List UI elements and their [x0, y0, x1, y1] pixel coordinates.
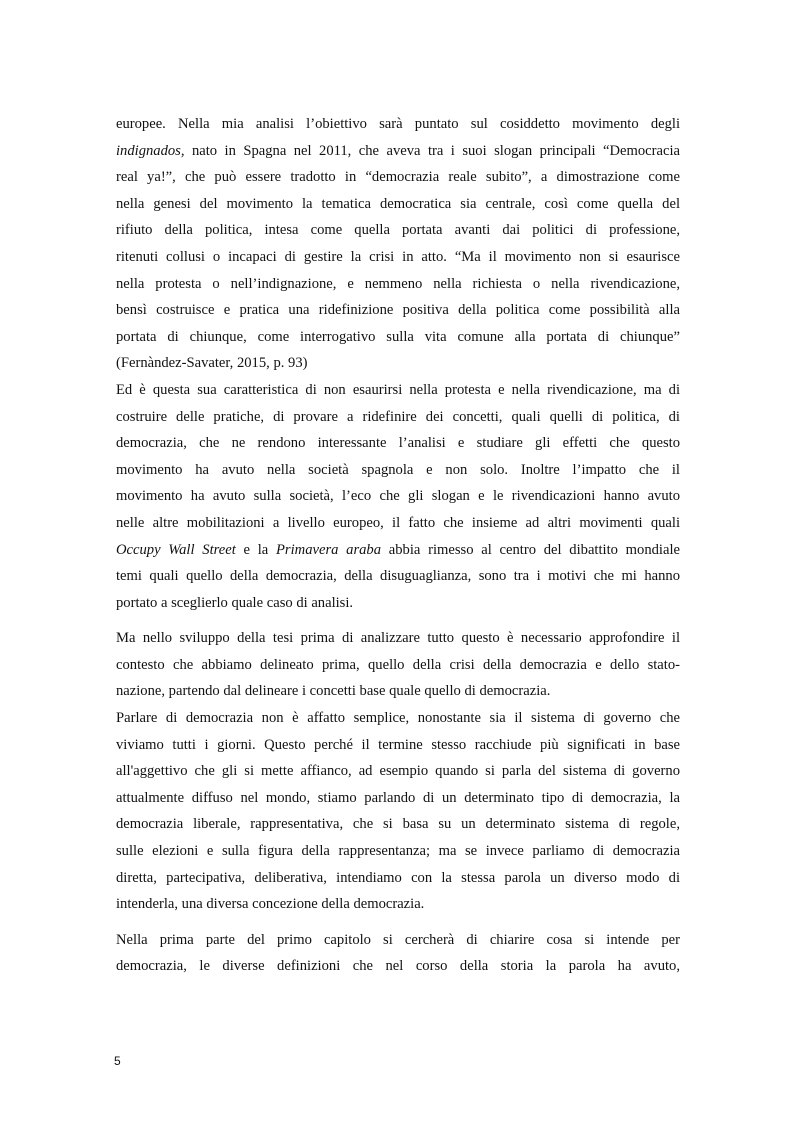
text-line	[116, 164, 680, 191]
paragraph	[116, 377, 680, 616]
text-line	[116, 510, 680, 537]
text-segment: nelle altre mobilitazioni a livello europeo, il fatto che insieme ad altri movimenti quali	[116, 514, 680, 531]
text-segment: europee. Nella mia analisi l’obiettivo sarà puntato sul cosiddetto movimento degli	[116, 116, 680, 132]
text-line	[116, 138, 680, 165]
text-line	[116, 537, 680, 564]
text-segment: abbia rimesso al centro del dibattito mondiale	[381, 541, 680, 558]
text-segment: nella genesi del movimento la tematica democratica sia centrale, così come quella del	[116, 195, 680, 212]
body-text	[116, 111, 680, 980]
italic-term: indignados,	[116, 142, 185, 159]
paragraph-spacing	[116, 918, 680, 927]
text-segment: Ed è questa sua caratteristica di non esaurirsi nella protesta e nella rivendicazione, ma di	[116, 381, 680, 398]
text-line	[116, 457, 680, 484]
text-line	[116, 590, 680, 617]
paragraph	[116, 111, 680, 377]
text-line	[116, 244, 680, 271]
text-segment: nazione, partendo dal delineare i concetti base quale quello di democrazia.	[116, 683, 551, 700]
page-number: 5	[114, 1054, 121, 1068]
text-segment: nato in Spagna nel 2011, che aveva tra i suoi slogan principali “Democracia	[184, 142, 680, 159]
text-segment: diretta, partecipativa, deliberativa, intendiamo con la stessa parola un diverso modo di	[116, 869, 680, 886]
text-line	[116, 891, 680, 918]
paragraph	[116, 705, 680, 918]
text-segment: (Fernàndez-Savater, 2015, p. 93)	[116, 355, 308, 372]
text-segment: e la	[235, 541, 276, 558]
text-line	[116, 865, 680, 892]
text-line	[116, 271, 680, 298]
text-line	[116, 430, 680, 457]
text-line	[116, 953, 680, 980]
text-line	[116, 297, 680, 324]
text-line	[116, 811, 680, 838]
text-line	[116, 563, 680, 590]
paragraph	[116, 927, 680, 980]
text-line	[116, 625, 680, 652]
paragraph-spacing	[116, 616, 680, 625]
italic-term: Primavera araba	[276, 541, 382, 558]
text-line	[116, 111, 680, 138]
text-segment: movimento ha avuto sulla società, l’eco che gli slogan e le rivendicazioni hanno avuto	[116, 488, 680, 505]
text-line	[116, 404, 680, 431]
text-segment: costruire delle pratiche, di provare a ridefinire dei concetti, quali quelli di politica, di	[116, 408, 680, 425]
text-line	[116, 678, 680, 705]
text-segment: viviamo tutti i giorni. Questo perché il termine stesso racchiude più significati in base	[116, 736, 680, 753]
text-segment: Parlare di democrazia non è affatto semplice, nonostante sia il sistema di governo che	[116, 710, 680, 727]
italic-term: Occupy Wall Street	[116, 541, 236, 558]
text-line	[116, 785, 680, 812]
text-segment: rifiuto della politica, intesa come quella portata avanti dai politici di professione,	[116, 222, 680, 239]
text-line	[116, 191, 680, 218]
text-line	[116, 483, 680, 510]
text-segment: ritenuti collusi o incapaci di gestire la crisi in atto. “Ma il movimento non si esaurisce	[116, 248, 680, 265]
text-segment: real ya!”, che può essere tradotto in “democrazia reale subito”, a dimostrazione come	[116, 169, 680, 186]
text-segment: democrazia, le diverse definizioni che nel corso della storia la parola ha avuto,	[116, 958, 680, 975]
text-line	[116, 217, 680, 244]
text-segment: democrazia liberale, rappresentativa, che si basa su un determinato sistema di regole,	[116, 816, 680, 833]
text-segment: Ma nello sviluppo della tesi prima di analizzare tutto questo è necessario approfondire il	[116, 630, 680, 647]
text-line	[116, 652, 680, 679]
text-line	[116, 758, 680, 785]
text-line	[116, 350, 680, 377]
text-segment: contesto che abbiamo delineato prima, quello della crisi della democrazia e dello stato-	[116, 656, 680, 673]
text-segment: nella protesta o nell’indignazione, e nemmeno nella richiesta o nella rivendicazione,	[116, 275, 680, 292]
paragraph	[116, 625, 680, 705]
text-line	[116, 927, 680, 954]
text-segment: portato a sceglierlo quale caso di analisi.	[116, 594, 354, 611]
text-segment: attualmente diffuso nel mondo, stiamo parlando di un determinato tipo di democrazia, la	[116, 789, 680, 806]
text-segment: Nella prima parte del primo capitolo si cercherà di chiarire cosa si intende per	[116, 931, 680, 948]
text-segment: sulle elezioni e sulla figura della rappresentanza; ma se invece parliamo di democrazia	[116, 843, 680, 860]
text-segment: temi quali quello della democrazia, della disuguaglianza, sono tra i motivi che mi hanno	[116, 568, 680, 585]
text-segment: movimento ha avuto nella società spagnola e non solo. Inoltre l’impatto che il	[116, 461, 680, 478]
text-line	[116, 732, 680, 759]
text-line	[116, 838, 680, 865]
text-line	[116, 324, 680, 351]
text-segment: all'aggettivo che gli si mette affianco, ad esempio quando si parla del sistema di governo	[116, 763, 680, 780]
text-segment: bensì costruisce e pratica una ridefinizione positiva della politica come possibilità alla	[116, 302, 680, 319]
text-segment: democrazia, che ne rendono interessante l’analisi e studiare gli effetti che questo	[116, 435, 680, 452]
text-line	[116, 377, 680, 404]
text-segment: intenderla, una diversa concezione della democrazia.	[116, 896, 425, 913]
text-segment: portata di chiunque, come interrogativo sulla vita comune alla portata di chiunque”	[116, 328, 680, 345]
text-line	[116, 705, 680, 732]
